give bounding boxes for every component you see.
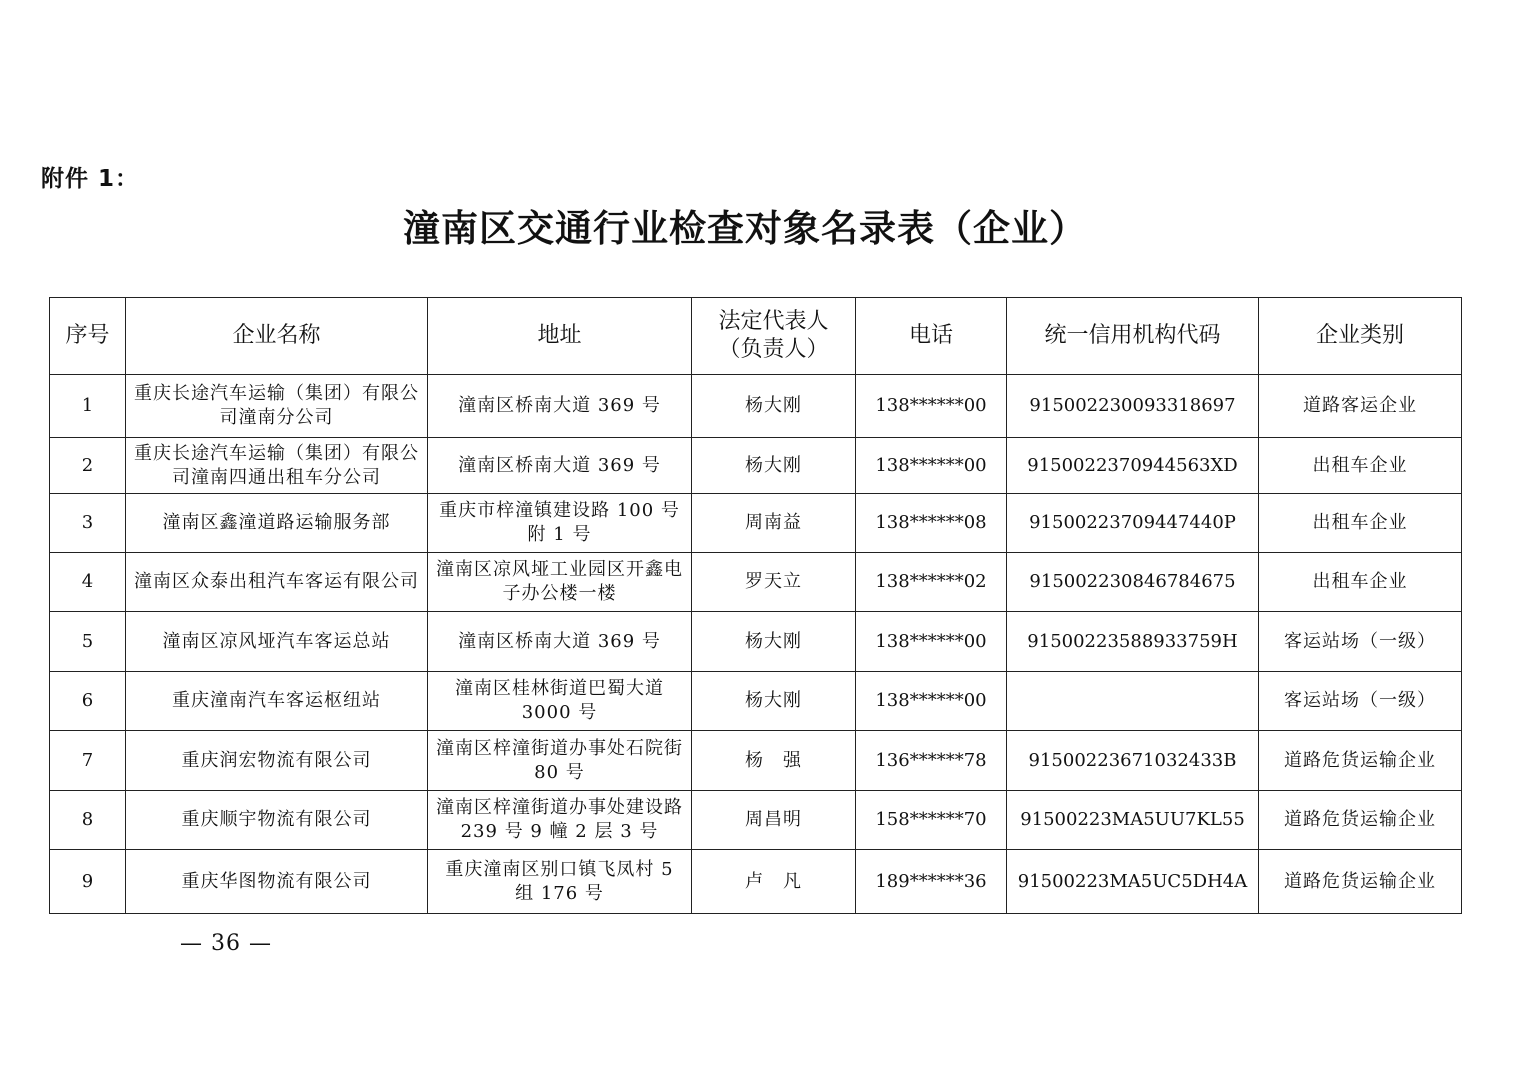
cell-category: 道路危货运输企业 xyxy=(1259,731,1462,791)
cell-address: 潼南区梓潼街道办事处建设路 239 号 9 幢 2 层 3 号 xyxy=(428,791,692,850)
cell-representative: 卢 凡 xyxy=(692,850,856,914)
cell-no: 1 xyxy=(50,375,126,438)
cell-phone: 138******00 xyxy=(856,672,1007,731)
cell-credit-code: 91500223588933759H xyxy=(1007,612,1259,672)
table-row xyxy=(50,850,1462,914)
document-title: 潼南区交通行业检查对象名录表（企业） xyxy=(403,206,1087,250)
cell-representative: 杨大刚 xyxy=(692,672,856,731)
cell-name: 重庆华图物流有限公司 xyxy=(126,850,428,914)
cell-representative: 杨大刚 xyxy=(692,375,856,438)
cell-no: 6 xyxy=(50,672,126,731)
cell-phone: 138******08 xyxy=(856,494,1007,553)
enterprise-roster-table xyxy=(49,297,1462,914)
cell-category: 道路危货运输企业 xyxy=(1259,850,1462,914)
cell-name: 重庆长途汽车运输（集团）有限公司潼南分公司 xyxy=(126,375,428,438)
cell-no: 5 xyxy=(50,612,126,672)
cell-category: 出租车企业 xyxy=(1259,438,1462,494)
cell-credit-code: 915002230093318697 xyxy=(1007,375,1259,438)
cell-no: 4 xyxy=(50,553,126,612)
cell-phone: 158******70 xyxy=(856,791,1007,850)
table-row xyxy=(50,494,1462,553)
cell-name: 重庆长途汽车运输（集团）有限公司潼南四通出租车分公司 xyxy=(126,438,428,494)
cell-credit-code: 915002230846784675 xyxy=(1007,553,1259,612)
cell-name: 重庆潼南汽车客运枢纽站 xyxy=(126,672,428,731)
cell-no: 3 xyxy=(50,494,126,553)
header-name: 企业名称 xyxy=(126,298,428,375)
cell-phone: 138******00 xyxy=(856,438,1007,494)
cell-address: 潼南区桂林街道巴蜀大道 3000 号 xyxy=(428,672,692,731)
header-representative: 法定代表人（负责人） xyxy=(692,298,856,375)
cell-name: 潼南区众泰出租汽车客运有限公司 xyxy=(126,553,428,612)
table-row xyxy=(50,438,1462,494)
cell-representative: 周昌明 xyxy=(692,791,856,850)
cell-credit-code: 9150022370944563XD xyxy=(1007,438,1259,494)
cell-category: 客运站场（一级） xyxy=(1259,612,1462,672)
cell-credit-code: 91500223709447440P xyxy=(1007,494,1259,553)
cell-address: 潼南区桥南大道 369 号 xyxy=(428,438,692,494)
cell-credit-code: 91500223MA5UU7KL55 xyxy=(1007,791,1259,850)
cell-credit-code: 91500223MA5UC5DH4A xyxy=(1007,850,1259,914)
cell-representative: 杨大刚 xyxy=(692,612,856,672)
cell-address: 潼南区桥南大道 369 号 xyxy=(428,375,692,438)
cell-credit-code xyxy=(1007,672,1259,731)
cell-phone: 136******78 xyxy=(856,731,1007,791)
cell-representative: 杨大刚 xyxy=(692,438,856,494)
table-row xyxy=(50,375,1462,438)
cell-credit-code: 91500223671032433B xyxy=(1007,731,1259,791)
cell-address: 重庆市梓潼镇建设路 100 号附 1 号 xyxy=(428,494,692,553)
cell-address: 潼南区梓潼街道办事处石院街 80 号 xyxy=(428,731,692,791)
cell-category: 道路危货运输企业 xyxy=(1259,791,1462,850)
cell-no: 8 xyxy=(50,791,126,850)
cell-name: 重庆顺宇物流有限公司 xyxy=(126,791,428,850)
header-phone: 电话 xyxy=(856,298,1007,375)
cell-representative: 杨 强 xyxy=(692,731,856,791)
cell-no: 9 xyxy=(50,850,126,914)
cell-no: 2 xyxy=(50,438,126,494)
cell-name: 重庆润宏物流有限公司 xyxy=(126,731,428,791)
cell-phone: 138******00 xyxy=(856,375,1007,438)
cell-category: 客运站场（一级） xyxy=(1259,672,1462,731)
header-credit-code: 统一信用机构代码 xyxy=(1007,298,1259,375)
cell-address: 重庆潼南区别口镇飞凤村 5 组 176 号 xyxy=(428,850,692,914)
table-row xyxy=(50,731,1462,791)
cell-category: 出租车企业 xyxy=(1259,553,1462,612)
header-row xyxy=(50,298,1462,375)
cell-phone: 189******36 xyxy=(856,850,1007,914)
cell-name: 潼南区鑫潼道路运输服务部 xyxy=(126,494,428,553)
cell-phone: 138******02 xyxy=(856,553,1007,612)
table-row xyxy=(50,612,1462,672)
cell-address: 潼南区桥南大道 369 号 xyxy=(428,612,692,672)
cell-representative: 罗天立 xyxy=(692,553,856,612)
cell-category: 出租车企业 xyxy=(1259,494,1462,553)
cell-representative: 周南益 xyxy=(692,494,856,553)
table-row xyxy=(50,791,1462,850)
table-row xyxy=(50,672,1462,731)
cell-no: 7 xyxy=(50,731,126,791)
page-number: — 36 — xyxy=(180,931,272,956)
cell-address: 潼南区凉风垭工业园区开鑫电子办公楼一楼 xyxy=(428,553,692,612)
header-no: 序号 xyxy=(50,298,126,375)
header-category: 企业类别 xyxy=(1259,298,1462,375)
cell-phone: 138******00 xyxy=(856,612,1007,672)
header-address: 地址 xyxy=(428,298,692,375)
table-row xyxy=(50,553,1462,612)
cell-name: 潼南区凉风垭汽车客运总站 xyxy=(126,612,428,672)
attachment-label: 附件 1： xyxy=(41,166,140,192)
cell-category: 道路客运企业 xyxy=(1259,375,1462,438)
